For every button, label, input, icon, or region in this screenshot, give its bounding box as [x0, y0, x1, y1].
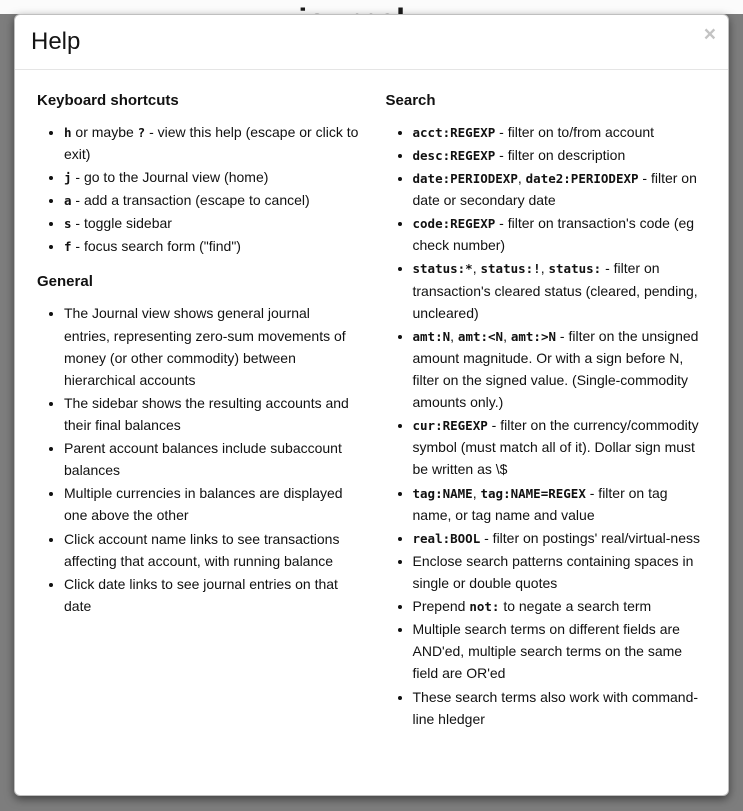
list-item: • s - toggle sidebar — [64, 212, 360, 234]
list-item: • amt:N, amt:<N, amt:>N - filter on the unsigned amount magnitude. Or with a sign before N, filter on the signed value. (Single-commodity amounts only.) — [413, 325, 709, 413]
section-heading: Keyboard shortcuts — [37, 91, 179, 109]
list-item: • j - go to the Journal view (home) — [64, 166, 360, 188]
list-item: • Prepend not: to negate a search term — [413, 595, 709, 617]
help-modal — [14, 14, 729, 796]
list-item: • real:BOOL - filter on postings' real/virtual-ness — [413, 527, 709, 549]
code-term: date2:PERIODEXP — [525, 171, 639, 187]
code-term: s — [64, 216, 72, 232]
list-item: • The sidebar shows the resulting accounts and their final balances — [64, 392, 360, 436]
code-term: status: — [548, 261, 602, 277]
code-term: tag:NAME=REGEX — [480, 485, 586, 501]
code-term: real:BOOL — [412, 530, 481, 546]
list-item: • The Journal view shows general journal entries, representing zero-sum movements of money (or other commodity) between hierarchical accounts — [64, 302, 360, 390]
list-item: • Click date links to see journal entries on that date — [64, 573, 360, 617]
list-item: • Enclose search patterns containing spaces in single or double quotes — [413, 550, 709, 594]
list-item: • These search terms also work with command-line hledger — [413, 686, 709, 730]
list-item: • Multiple search terms on different fields are AND'ed, multiple search terms on the same field are OR'ed — [413, 618, 709, 684]
code-term: tag:NAME — [412, 485, 473, 501]
code-term: h — [64, 124, 72, 140]
code-term: j — [64, 170, 72, 186]
help-list — [37, 121, 360, 258]
list-item: • Multiple currencies in balances are displayed one above the other — [64, 482, 360, 526]
code-term: cur:REGEXP — [412, 418, 488, 434]
list-item: • code:REGEXP - filter on transaction's code (eg check number) — [413, 212, 709, 256]
modal-body — [15, 70, 728, 756]
code-term: desc:REGEXP — [412, 147, 496, 163]
list-item: • h or maybe ? - view this help (escape or click to exit) — [64, 121, 360, 165]
code-term: status:! — [480, 261, 541, 277]
code-term: not: — [469, 599, 500, 615]
code-term: a — [64, 193, 72, 209]
code-term: code:REGEXP — [412, 216, 496, 232]
section-heading: Search — [385, 91, 436, 109]
list-item: • a - add a transaction (escape to cancel) — [64, 189, 360, 211]
modal-title: Help — [31, 28, 81, 55]
code-term: status:* — [412, 261, 473, 277]
list-item: • f - focus search form ("find") — [64, 235, 360, 257]
code-term: amt:<N — [457, 328, 504, 344]
help-list — [386, 121, 709, 730]
help-column-left — [37, 84, 360, 746]
background-page — [0, 0, 743, 14]
close-icon[interactable]: × — [703, 23, 716, 46]
list-item: • desc:REGEXP - filter on description — [413, 144, 709, 166]
list-item: • date:PERIODEXP, date2:PERIODEXP - filter on date or secondary date — [413, 167, 709, 211]
code-term: date:PERIODEXP — [412, 171, 518, 187]
code-term: amt:>N — [510, 328, 557, 344]
code-term: f — [64, 239, 72, 255]
section-heading: General — [37, 273, 93, 291]
modal-header — [15, 15, 728, 70]
list-item: • cur:REGEXP - filter on the currency/commodity symbol (must match all of it). Dollar sign must be written as \$ — [413, 414, 709, 480]
list-item: • Parent account balances include subaccount balances — [64, 437, 360, 481]
help-list — [37, 302, 360, 617]
code-term: acct:REGEXP — [412, 124, 496, 140]
list-item: • acct:REGEXP - filter on to/from account — [413, 121, 709, 143]
code-term: amt:N — [412, 328, 451, 344]
help-column-right — [386, 84, 709, 746]
list-item: • Click account name links to see transactions affecting that account, with running balance — [64, 528, 360, 572]
code-term: ? — [137, 124, 146, 140]
list-item: • status:*, status:!, status: - filter on transaction's cleared status (cleared, pending, uncleared) — [413, 257, 709, 323]
list-item: • tag:NAME, tag:NAME=REGEX - filter on tag name, or tag name and value — [413, 482, 709, 526]
